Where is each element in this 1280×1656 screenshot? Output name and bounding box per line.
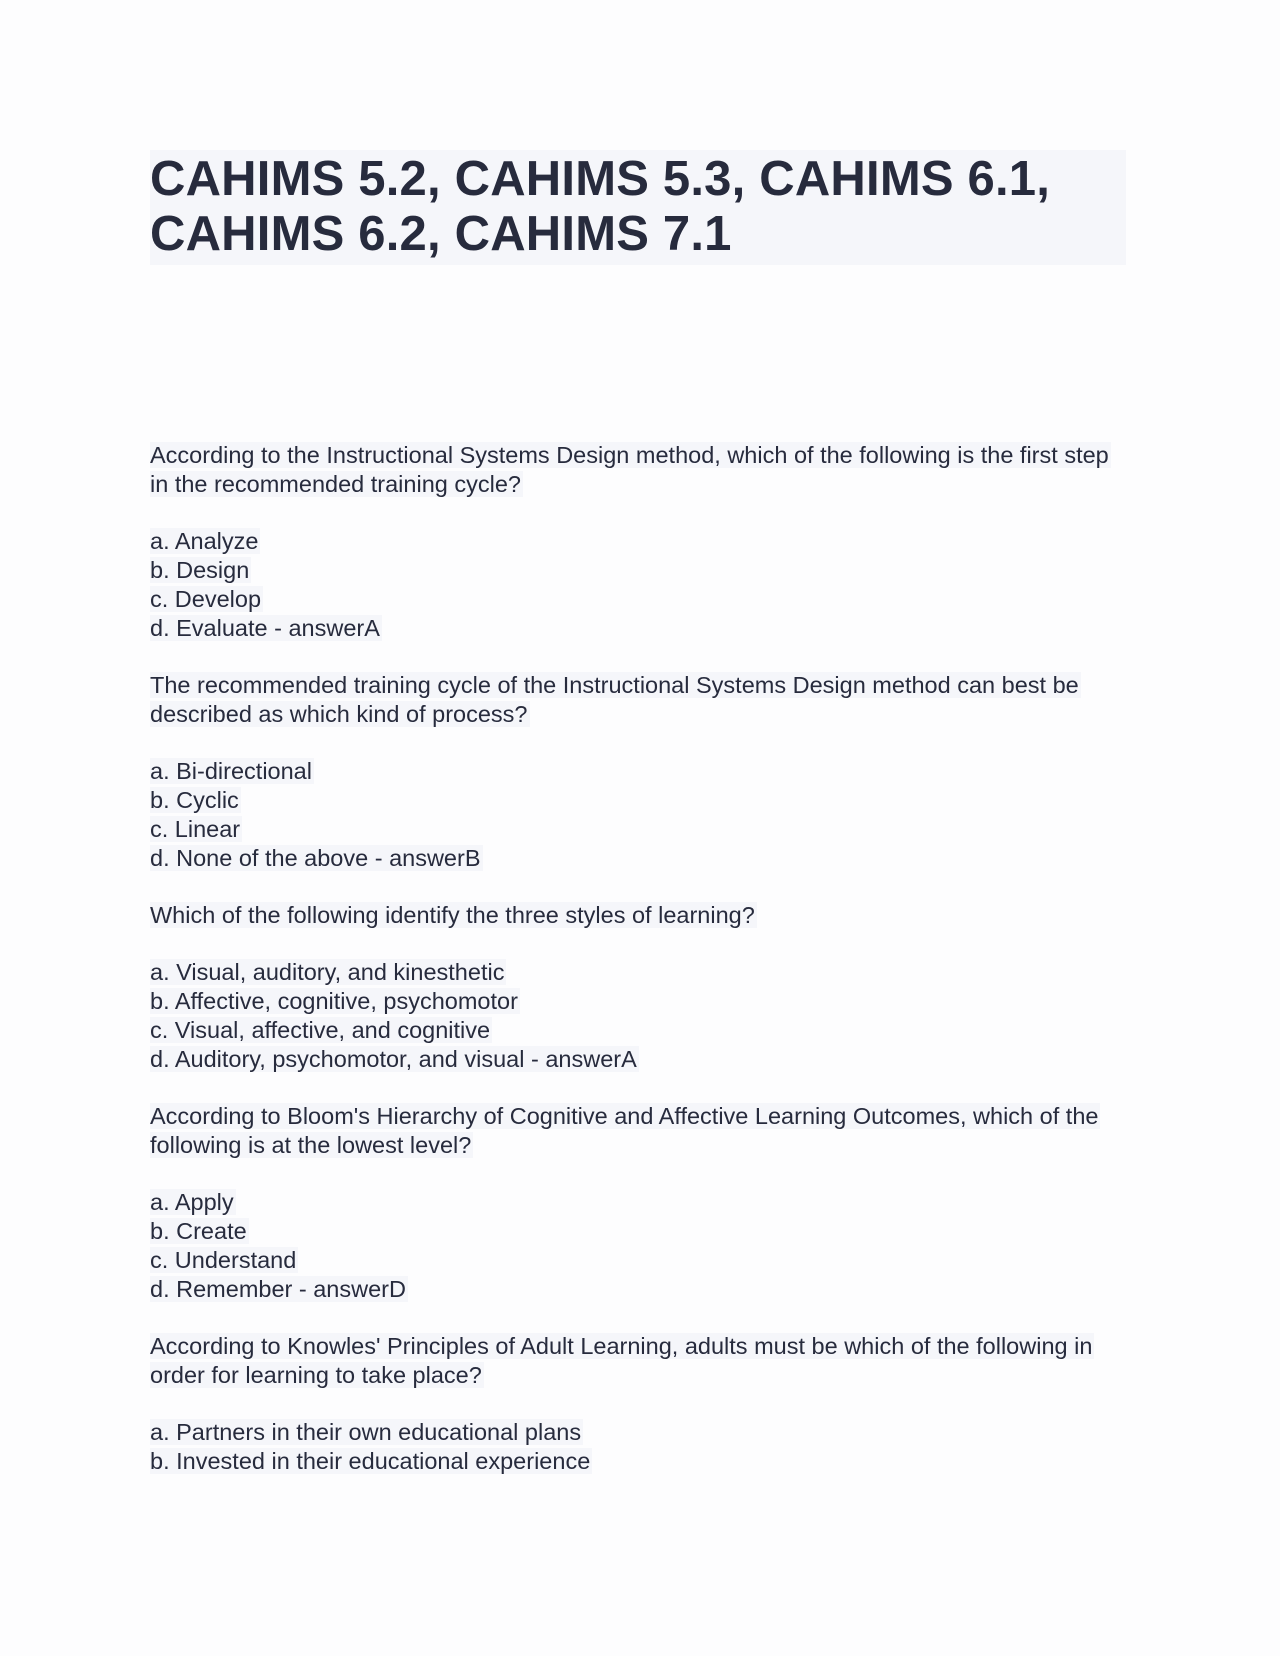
option-item: d. Auditory, psychomotor, and visual - answerA <box>150 1046 637 1072</box>
option-item: a. Apply <box>150 1189 234 1215</box>
question-text: The recommended training cycle of the Instructional Systems Design method can best be described as which kind of process? <box>150 672 1079 727</box>
option-list <box>150 958 1126 1074</box>
option-list <box>150 757 1126 873</box>
document-title: CAHIMS 5.2, CAHIMS 5.3, CAHIMS 6.1, CAHIMS 6.2, CAHIMS 7.1 <box>150 150 1126 265</box>
question-block <box>150 1102 1126 1304</box>
option-list <box>150 527 1126 643</box>
option-item: b. Design <box>150 557 250 583</box>
option-item: b. Create <box>150 1218 247 1244</box>
option-item: c. Understand <box>150 1247 297 1273</box>
question-text: Which of the following identify the three styles of learning? <box>150 902 755 928</box>
question-list <box>150 441 1126 1476</box>
option-item: a. Visual, auditory, and kinesthetic <box>150 959 505 985</box>
option-item: c. Visual, affective, and cognitive <box>150 1017 491 1043</box>
option-item: d. None of the above - answerB <box>150 845 481 871</box>
document-page <box>150 150 1126 1504</box>
question-block <box>150 901 1126 1074</box>
question-text: According to Knowles' Principles of Adult Learning, adults must be which of the following in order for learning to take place? <box>150 1333 1093 1388</box>
question-block <box>150 441 1126 643</box>
option-item: c. Linear <box>150 816 241 842</box>
option-item: b. Invested in their educational experience <box>150 1448 591 1474</box>
question-text: According to Bloom's Hierarchy of Cognitive and Affective Learning Outcomes, which of the following is at the lowest level? <box>150 1103 1099 1158</box>
option-item: a. Analyze <box>150 528 259 554</box>
option-list <box>150 1418 1126 1476</box>
option-item: a. Partners in their own educational plans <box>150 1419 582 1445</box>
option-item: d. Evaluate - answerA <box>150 615 380 641</box>
option-item: b. Cyclic <box>150 787 239 813</box>
option-item: b. Affective, cognitive, psychomotor <box>150 988 518 1014</box>
option-item: a. Bi-directional <box>150 758 312 784</box>
question-block <box>150 1332 1126 1476</box>
option-item: c. Develop <box>150 586 262 612</box>
option-list <box>150 1188 1126 1304</box>
option-item: d. Remember - answerD <box>150 1276 406 1302</box>
question-text: According to the Instructional Systems Design method, which of the following is the first step in the recommended training cycle? <box>150 442 1109 497</box>
question-block <box>150 671 1126 873</box>
